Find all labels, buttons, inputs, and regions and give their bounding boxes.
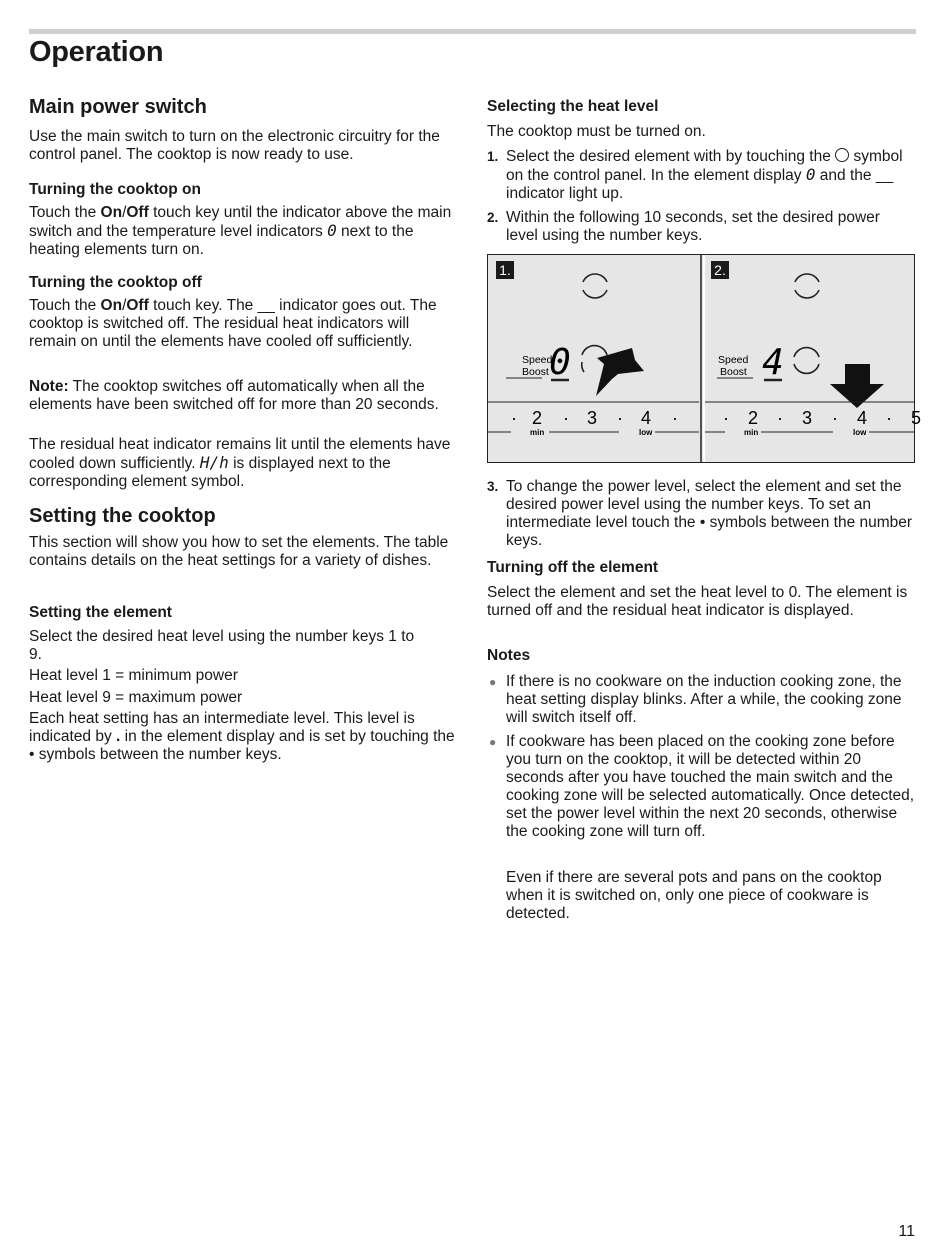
control-panel-illustration [487,254,922,463]
svg-text:·: · [723,408,729,428]
heading-selecting-heat-level: Selecting the heat level [487,98,659,115]
svg-text:·: · [563,408,569,428]
turning-off-element-text: Select the element and set the heat level to 0. The element is turned off and the residual heat indicator is displayed. [487,584,908,619]
page-number: 11 [898,1223,915,1240]
residual-heat-symbol: H/h [199,453,229,472]
selecting-intro-text: The cooktop must be turned on. [487,123,706,140]
low-label: low [853,428,867,437]
key-3: 3 [801,408,813,428]
svg-text:·: · [511,408,517,428]
page-title: Operation [29,36,164,68]
intermediate-level-text: Each heat setting has an intermediate level. This level is indicated by . in the element display and is set by touching the • symbols between the number keys. [29,710,455,763]
svg-text:·: · [777,408,783,428]
min-label: min [744,428,759,437]
display-zero: 0 [549,342,571,383]
setting-element-text: Select the desired heat level using the number keys 1 to 9. [29,628,415,663]
main-power-switch-text: Use the main switch to turn on the electronic circuitry for the control panel. The cooktop is now ready to use. [29,128,440,163]
svg-text:·: · [617,408,623,428]
svg-text:·: · [886,408,892,428]
turning-off-text: Touch the On/Off touch key. The __ indicator goes out. The cooktop is switched off. The residual heat indicators will remain on until the elements have cooled off sufficiently. [29,297,437,350]
heading-turning-off: Turning the cooktop off [29,274,202,291]
heat-level-min-text: Heat level 1 = minimum power [29,667,238,684]
panel-1-label: 1. [499,262,511,278]
key-2: 2 [531,408,543,428]
zero-display-symbol: 0 [805,165,816,184]
boost-label: Boost [720,366,747,378]
min-label: min [530,428,545,437]
control-panel-figure [487,254,922,463]
heading-turning-off-element: Turning off the element [487,559,659,576]
key-3: 3 [586,408,598,428]
svg-text:·: · [672,408,678,428]
svg-text:·: · [832,408,838,428]
boost-label: Boost [522,366,549,378]
key-4: 4 [640,408,652,428]
speed-label: Speed [718,354,749,366]
panel-2-label: 2. [714,262,726,278]
note-text: Note: The cooktop switches off automatically when all the elements have been switched off for more than 20 seconds. [29,378,439,413]
heat-level-max-text: Heat level 9 = maximum power [29,689,243,706]
element-circle-icon [835,148,849,162]
display-four: 4 [762,342,784,383]
setting-cooktop-text: This section will show you how to set the elements. The table contains details on the heat settings for a variety of dishes. [29,534,449,569]
heading-main-power-switch: Main power switch [29,96,207,118]
heading-setting-cooktop: Setting the cooktop [29,505,216,527]
heading-setting-element: Setting the element [29,604,172,621]
top-rule [29,29,916,34]
turning-on-text: Touch the On/Off touch key until the indicator above the main switch and the temperature level indicators 0 next to the heating elements turn on. [29,204,452,258]
heading-turning-on: Turning the cooktop on [29,181,201,198]
low-label: low [639,428,653,437]
heading-notes: Notes [487,647,531,664]
key-4: 4 [856,408,868,428]
key-2: 2 [747,408,759,428]
speed-label: Speed [522,354,553,366]
key-5: 5 [911,408,922,428]
residual-heat-text: The residual heat indicator remains lit until the elements have cooled down sufficiently. H/h is displayed next to the corresponding element symbol. [29,436,451,490]
zero-display-symbol: 0 [327,221,337,240]
